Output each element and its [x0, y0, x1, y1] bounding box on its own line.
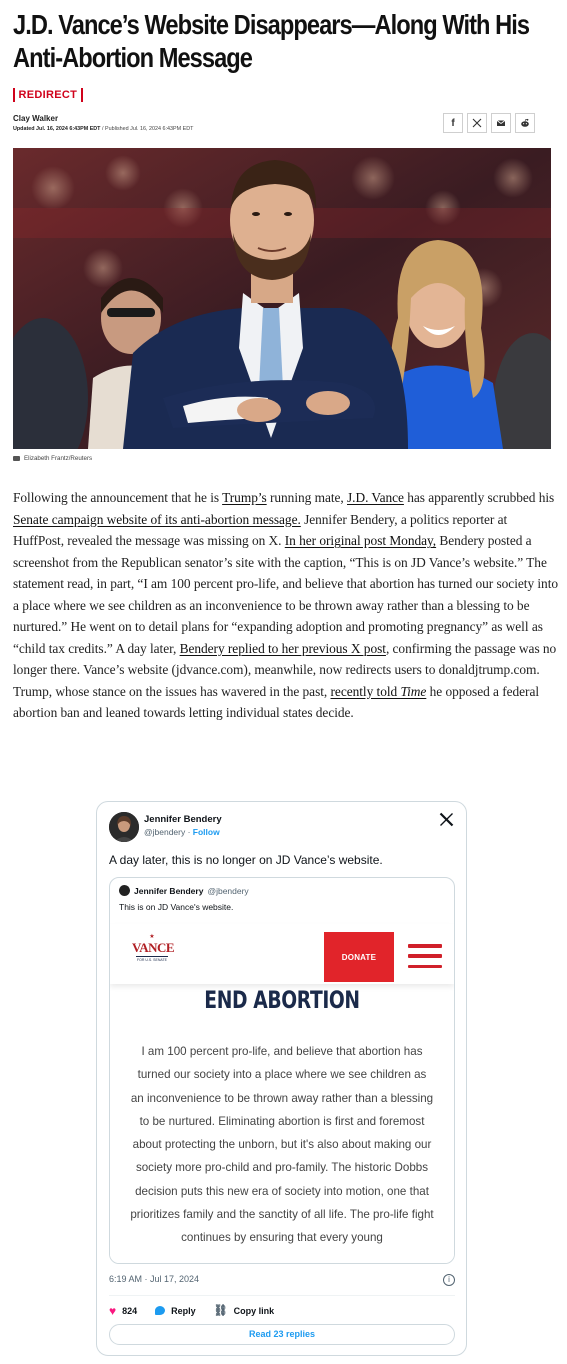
updated-date: Updated Jul. 16, 2024 6:43PM EDT — [13, 126, 101, 132]
link-senate-campaign-website[interactable]: Senate campaign website of its anti-abortion message. — [13, 511, 301, 527]
photo-credit-text: Elizabeth Frantz/Reuters — [24, 455, 93, 462]
author-name[interactable]: Clay Walker — [13, 114, 59, 123]
section-tag-label[interactable]: REDIRECT — [18, 89, 78, 101]
link-original-post[interactable]: In her original post Monday, — [284, 533, 437, 548]
vance-logo — [132, 934, 175, 974]
photo-credit — [13, 455, 92, 462]
website-heading: END ABORTION — [204, 986, 360, 1014]
like-count: 824 — [122, 1305, 138, 1316]
reply-bubble-icon — [155, 1306, 165, 1315]
quoted-author-handle: @jbendery — [207, 885, 249, 896]
reddit-icon — [520, 118, 530, 128]
website-body-text: I am 100 percent pro-life, and believe that abortion has turned our society into a place where we see children as an inconvenience to be thrown away rather than a blessing to be nurtured. Eliminating abortion is first and foremost about protecting the unborn, but it's also about making our society more pro-child and pro-family. The historic Dobbs decision puts this new era of society into motion, one that prioritizes family and the sanctity of all life. The pro-life fight continues by ensuring that every young — [130, 1045, 434, 1245]
publish-dates — [13, 125, 193, 134]
reply-label: Reply — [171, 1305, 196, 1316]
quoted-tweet-header — [119, 885, 249, 896]
tweet-actions — [109, 1304, 292, 1317]
website-screenshot — [110, 924, 454, 1264]
article-headline: J.D. Vance’s Website Disappears—Along With His Anti-Abortion Message — [13, 9, 530, 73]
link-time-interview[interactable] — [331, 684, 427, 699]
body-text: Following the announcement that he is — [13, 490, 223, 505]
body-text: he opposed a federal abortion ban and leaned towards letting individual states decide. — [13, 683, 540, 720]
follow-button[interactable]: Follow — [192, 827, 220, 837]
tweet-text: A day later, this is no longer on JD Vance’s website. — [109, 853, 383, 867]
tweet-author-name[interactable]: Jennifer Bendery — [144, 814, 222, 825]
email-share-button[interactable] — [491, 113, 511, 133]
info-icon[interactable]: i — [443, 1274, 455, 1286]
camera-icon — [13, 456, 20, 461]
published-date: / Published Jul. 16, 2024 6:43PM EDT — [100, 126, 194, 132]
reddit-share-button[interactable] — [515, 113, 535, 133]
donate-button: DONATE — [324, 932, 394, 982]
like-button[interactable] — [109, 1303, 138, 1318]
avatar[interactable] — [109, 812, 139, 842]
quoted-author-name: Jennifer Bendery — [134, 885, 204, 896]
quoted-avatar — [119, 885, 130, 896]
body-text: has apparently scrubbed his — [403, 490, 555, 505]
body-text: Jennifer Bendery, a politics reporter at HuffPost, revealed the message was missing on X. — [13, 511, 508, 548]
x-logo-icon[interactable] — [439, 812, 454, 827]
reply-button[interactable] — [155, 1306, 196, 1316]
body-text: running mate, — [266, 490, 347, 505]
share-bar — [443, 113, 535, 133]
link-text: recently told — [330, 683, 401, 699]
body-text: , confirming the passage was no longer there. Vance’s website (jdvance.com), meanwhile, now redirects users to donaldjtrump.com. Trump, whose stance on the issues has wavered in the past, — [13, 640, 557, 699]
tweet-timestamp[interactable]: 6:19 AM · Jul 17, 2024 — [109, 1274, 200, 1284]
email-icon — [496, 118, 506, 128]
copy-link-button[interactable] — [214, 1304, 274, 1317]
byline — [13, 114, 193, 134]
heart-icon: ♥ — [109, 1303, 117, 1318]
link-icon: ⛓ — [213, 1305, 228, 1317]
lead-photo-image — [13, 148, 551, 449]
link-bendery-reply[interactable]: Bendery replied to her previous X post — [179, 640, 386, 656]
body-text: Bendery posted a screenshot from the Republican senator’s site with the caption, “This is on JD Vance’s website.” The statement read, in part, “I am 100 percent pro-life, and believe that abortion has turned our society into a place where we see children as an inconvenience to be thrown away rather than a blessing to be nurtured.” He went on to detail plans for “expanding adoption and promoting pregnancy” as well as “child tax credits.” A day later, — [13, 533, 559, 656]
handle-text[interactable]: @jbendery — [144, 827, 186, 837]
website-header — [110, 924, 454, 984]
tag-divider — [81, 88, 83, 102]
facebook-share-button[interactable] — [443, 113, 463, 133]
read-replies-button[interactable]: Read 23 replies — [109, 1324, 455, 1345]
tweet-author-handle — [144, 827, 220, 837]
star-icon: ★ — [149, 934, 155, 940]
logo-rule — [136, 956, 168, 957]
copy-link-label: Copy link — [233, 1305, 275, 1316]
facebook-icon: f — [451, 117, 455, 129]
logo-word: VANCE — [132, 940, 175, 955]
article-body — [13, 487, 558, 724]
hamburger-menu-icon — [408, 944, 442, 968]
tag-divider — [13, 88, 15, 102]
divider — [109, 1295, 455, 1296]
lead-photo — [13, 148, 551, 449]
x-share-button[interactable] — [467, 113, 487, 133]
quoted-tweet-text: This is on JD Vance's website. — [119, 902, 234, 912]
link-jd-vance[interactable]: J.D. Vance — [347, 490, 404, 505]
embedded-tweet — [96, 801, 467, 1356]
x-icon — [472, 118, 482, 128]
section-tag[interactable] — [13, 87, 87, 103]
link-trump[interactable]: Trump’s — [222, 490, 267, 505]
avatar-image — [109, 812, 139, 842]
separator: · — [185, 827, 193, 837]
link-text-italic: Time — [400, 683, 427, 699]
logo-subtitle: FOR U.S. SENATE — [137, 958, 167, 962]
quoted-tweet[interactable] — [109, 877, 455, 1264]
